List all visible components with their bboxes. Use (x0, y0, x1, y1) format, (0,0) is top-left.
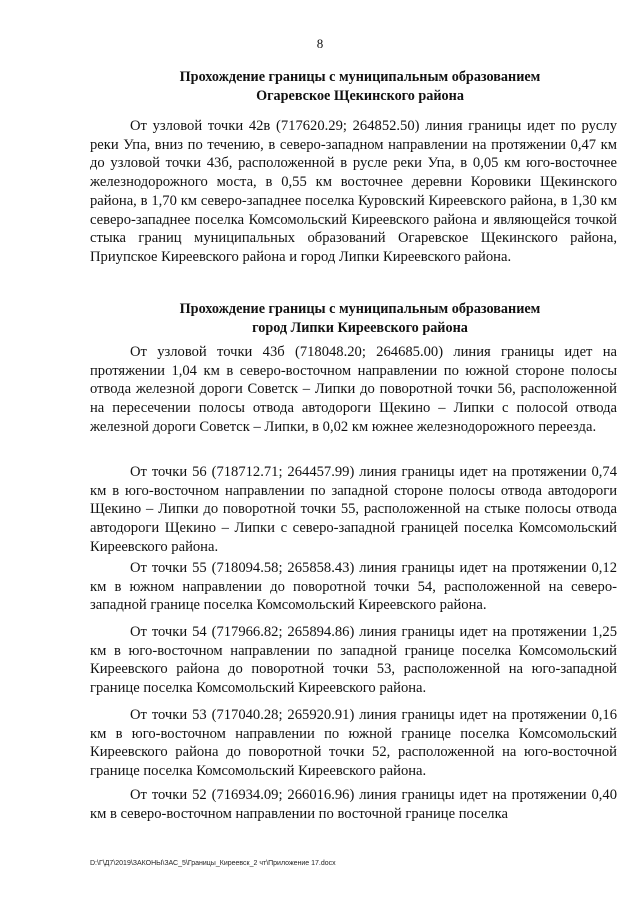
heading-line: Прохождение границы с муниципальным образованием (179, 301, 541, 317)
page-number: 8 (316, 36, 324, 51)
paragraph: От точки 54 (717966.82; 265894.86) линия границы идет на протяжении 1,25 км в юго-восточном направлении по западной границе поселка Комсомольский Киреевского района до поворотной точки 53, расположенной на юго-западной границе поселка Комсомольский Киреевского района. (90, 624, 617, 697)
section-heading-ogarevskoe (90, 68, 630, 106)
heading-line: Прохождение границы с муниципальным образованием (179, 69, 541, 85)
paragraph: От точки 52 (716934.09; 266016.96) линия границы идет на протяжении 0,40 км в северо-восточном направлении по восточной границе поселка (90, 787, 617, 822)
paragraph: От узловой точки 42в (717620.29; 264852.50) линия границы идет по руслу реки Упа, вниз по течению, в северо-западном направлении на протяжении 0,47 км до узловой точки 43б, расположенной в русле реки Упа, в 0,05 км юго-восточнее железнодорожного моста, в 0,55 км восточнее деревни Коровики Щекинского района, в 1,70 км северо-западнее поселка Куровский Киреевского района, в 1,30 км северо-западнее поселка Комсомольский Киреевского района и являющейся точкой стыка границ муниципальных образований Огаревское Щекинского района, Приупское Киреевского района и город Липки Киреевского района. (90, 118, 617, 265)
heading-line: Огаревское Щекинского района (256, 88, 464, 104)
section-heading-lipki (90, 300, 630, 338)
heading-line: город Липки Киреевского района (252, 320, 468, 336)
paragraph: От точки 55 (718094.58; 265858.43) линия границы идет на протяжении 0,12 км в южном направлении до поворотной точки 54, расположенной на северо-западной границе поселка Комсомольский Киреевского района. (90, 560, 617, 614)
paragraph: От точки 56 (718712.71; 264457.99) линия границы идет на протяжении 0,74 км в юго-восточном направлении по западной стороне полосы отвода автодороги Щекино – Липки до поворотной точки 55, расположенной на стыке полосы отвода автодороги Щекино – Липки с северо-западной границей поселка Комсомольский Киреевского района. (90, 464, 617, 555)
file-path-footer: D:\Г\Д7\2019\ЗАКОНЫ\ЗАС_5\Границы_Киреевск_2 чт\Приложение 17.docx (90, 860, 336, 867)
paragraph: От точки 53 (717040.28; 265920.91) линия границы идет на протяжении 0,16 км в юго-восточном направлении по южной границе поселка Комсомольский Киреевского района до поворотной точки 52, расположенной на юго-восточной границе поселка Комсомольский Киреевского района. (90, 707, 617, 780)
paragraph: От узловой точки 43б (718048.20; 264685.00) линия границы идет на протяжении 1,04 км в северо-восточном направлении по южной стороне полосы отвода железной дороги Советск – Липки до поворотной точки 56, расположенной на пересечении полосы отвода автодороги Щекино – Липки с полосой отвода железной дороги Советск – Липки, в 0,02 км южнее железнодорожного переезда. (90, 344, 617, 435)
